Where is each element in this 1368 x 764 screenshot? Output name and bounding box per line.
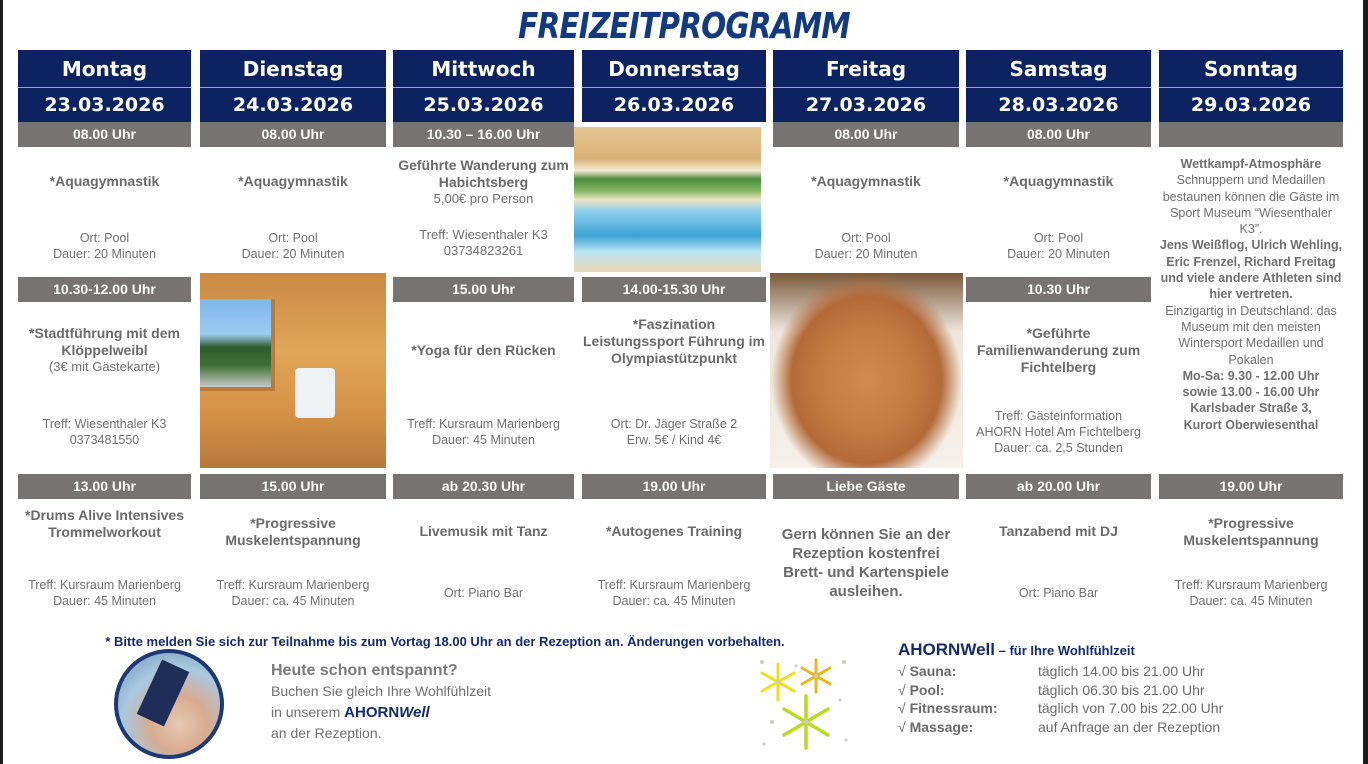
wellness-row-pool: √ Pool: täglich 06.30 bis 21.00 Uhr bbox=[898, 681, 1205, 698]
day-column-samstag bbox=[966, 50, 1151, 600]
wellness-title: AHORNWell – für Ihre Wohlfühlzeit bbox=[898, 640, 1135, 659]
activity-subtitle: (3€ mit Gästekarte) bbox=[48, 359, 161, 374]
time-bar: 08.00 Uhr bbox=[966, 122, 1151, 147]
day-name: Donnerstag bbox=[582, 50, 766, 88]
day-name: Freitag bbox=[773, 50, 959, 88]
museum-info bbox=[1159, 156, 1343, 433]
activity-cell bbox=[200, 173, 386, 190]
activity-title: *Aquagymnastik bbox=[238, 173, 348, 189]
day-column-donnerstag bbox=[582, 50, 766, 608]
sauna-photo bbox=[200, 273, 386, 468]
day-name: Montag bbox=[18, 50, 191, 88]
activity-cell bbox=[966, 325, 1151, 376]
promo-line-3: an der Rezeption. bbox=[271, 725, 382, 741]
activity-meta: Treff: Kursraum Marienberg Dauer: 45 Minuten bbox=[28, 578, 181, 608]
day-date: 24.03.2026 bbox=[200, 88, 386, 122]
day-column-mittwoch bbox=[393, 50, 574, 600]
activity-cell bbox=[18, 507, 191, 541]
time-bar: 08.00 Uhr bbox=[200, 122, 386, 147]
page-title: FREIZEITPROGRAMM bbox=[518, 6, 850, 47]
day-column-dienstag bbox=[200, 50, 386, 608]
brand-name: AHORNWell bbox=[344, 704, 430, 721]
activity-subtitle: 5,00€ pro Person bbox=[433, 191, 534, 206]
activity-title: *Stadtführung mit dem Klöppelweibl bbox=[29, 325, 180, 358]
activity-cell bbox=[393, 342, 574, 359]
activity-cell bbox=[773, 173, 959, 190]
activity-title: *Aquagymnastik bbox=[1003, 173, 1114, 189]
activity-title: *Aquagymnastik bbox=[811, 173, 921, 189]
activity-cell bbox=[18, 173, 191, 190]
time-bar: 08.00 Uhr bbox=[18, 122, 191, 147]
time-bar: 15.00 Uhr bbox=[393, 277, 574, 302]
promo-block bbox=[271, 661, 491, 744]
museum-address-1: Karlsbader Straße 3, bbox=[1190, 401, 1312, 416]
museum-heading: Wettkampf-Atmosphäre bbox=[1180, 157, 1322, 171]
day-column-montag bbox=[18, 50, 191, 608]
day-date: 25.03.2026 bbox=[393, 88, 574, 122]
registration-footnote: * Bitte melden Sie sich zur Teilnahme bis zum Vortag 18.00 Uhr an der Rezeption an. Änderungen vorbehalten. bbox=[105, 634, 785, 649]
wellness-table bbox=[898, 662, 1223, 736]
frame-border-left bbox=[0, 0, 3, 764]
activity-title: Livemusik mit Tanz bbox=[419, 523, 548, 539]
check-icon: √ bbox=[898, 700, 906, 716]
activity-cell bbox=[582, 523, 766, 540]
activity-title: Tanzabend mit DJ bbox=[999, 523, 1118, 539]
activity-cell bbox=[773, 525, 959, 601]
activity-title: *Aquagymnastik bbox=[49, 173, 160, 189]
time-bar bbox=[1159, 122, 1343, 147]
activity-title: *Autogenes Training bbox=[605, 523, 743, 539]
therapist-arm bbox=[137, 659, 190, 726]
wellness-row-sauna: √ Sauna: täglich 14.00 bis 21.00 Uhr bbox=[898, 663, 1205, 679]
activity-meta: Treff: Kursraum Marienberg Dauer: ca. 45 Minuten bbox=[216, 578, 370, 608]
day-name: Samstag bbox=[966, 50, 1151, 88]
activity-title: *Yoga für den Rücken bbox=[411, 342, 556, 358]
check-icon: √ bbox=[898, 663, 906, 679]
activity-meta: Ort: Piano Bar bbox=[443, 586, 524, 600]
day-date: 27.03.2026 bbox=[773, 88, 959, 122]
activity-meta: Ort: Pool Dauer: 20 Minuten bbox=[814, 231, 918, 261]
frame-border-right bbox=[1363, 0, 1368, 764]
activity-meta: Treff: Wiesenthaler K3 0373481550 bbox=[42, 417, 167, 447]
museum-unique: Einzigartig in Deutschland: das Museum mit den meisten Wintersport Medaillen und Pokalen bbox=[1165, 303, 1337, 367]
day-date: 29.03.2026 bbox=[1159, 88, 1343, 122]
wellness-hours bbox=[898, 640, 1223, 736]
time-bar: 08.00 Uhr bbox=[773, 122, 959, 147]
time-bar: 10.30 Uhr bbox=[966, 277, 1151, 302]
info-text: Gern können Sie an der Rezeption kostenfrei Brett- und Kartenspiele ausleihen. bbox=[781, 526, 951, 600]
activity-cell bbox=[393, 523, 574, 540]
day-date: 28.03.2026 bbox=[966, 88, 1151, 122]
pool-photo bbox=[574, 127, 761, 272]
day-date: 23.03.2026 bbox=[18, 88, 191, 122]
time-bar: 19.00 Uhr bbox=[1159, 474, 1343, 499]
time-bar: ab 20.30 Uhr bbox=[393, 474, 574, 499]
activity-cell bbox=[966, 173, 1151, 190]
activity-meta: Treff: Wiesenthaler K3 03734823261 bbox=[419, 227, 548, 258]
activity-meta: Treff: Kursraum Marienberg Dauer: ca. 45 Minuten bbox=[597, 578, 751, 608]
activity-title: *Drums Alive Intensives Trommelworkout bbox=[25, 507, 184, 540]
check-icon: √ bbox=[898, 718, 906, 735]
museum-hours-2: sowie 13.00 - 16.00 Uhr bbox=[1182, 385, 1320, 400]
activity-title: *Progressive Muskelentspannung bbox=[225, 515, 361, 548]
activity-meta: Treff: Gästeinformation AHORN Hotel Am Fichtelberg Dauer: ca. 2,5 Stunden bbox=[976, 409, 1141, 455]
day-column-freitag bbox=[773, 50, 959, 600]
museum-address-2: Kurort Oberwiesenthal bbox=[1183, 417, 1319, 432]
time-bar: Liebe Gäste bbox=[773, 474, 959, 499]
activity-cell bbox=[966, 523, 1151, 540]
massage-round-photo bbox=[114, 649, 224, 759]
activity-meta: Treff: Kursraum Marienberg Dauer: 45 Minuten bbox=[407, 417, 560, 447]
day-column-sonntag bbox=[1159, 50, 1343, 608]
sauna-towel bbox=[295, 368, 335, 418]
time-bar: 19.00 Uhr bbox=[582, 474, 766, 499]
wellness-row-massage: √ Massage: auf Anfrage an der Rezeption bbox=[898, 718, 1221, 735]
activity-cell bbox=[200, 515, 386, 549]
time-bar: 10.30-12.00 Uhr bbox=[18, 277, 191, 302]
day-date: 26.03.2026 bbox=[582, 88, 766, 122]
time-bar: ab 20.00 Uhr bbox=[966, 474, 1151, 499]
activity-meta: Treff: Kursraum Marienberg Dauer: ca. 45 Minuten bbox=[1174, 578, 1328, 608]
activity-meta: Ort: Piano Bar bbox=[1018, 586, 1099, 600]
museum-athletes: Jens Weißflog, Ulrich Wehling, Eric Frenzel, Richard Freitag und viele andere Athleten sind hier vertreten. bbox=[1159, 238, 1343, 302]
time-bar: 13.00 Uhr bbox=[18, 474, 191, 499]
time-bar: 10.30 – 16.00 Uhr bbox=[393, 122, 574, 147]
activity-cell bbox=[18, 325, 191, 375]
day-name: Mittwoch bbox=[393, 50, 574, 88]
activity-title: *Progressive Muskelentspannung bbox=[1183, 515, 1319, 548]
promo-line-1: Buchen Sie gleich Ihre Wohlfühlzeit bbox=[271, 683, 491, 699]
day-name: Sonntag bbox=[1159, 50, 1343, 88]
activity-meta: Ort: Pool Dauer: 20 Minuten bbox=[1007, 231, 1110, 261]
promo-heading: Heute schon entspannt? bbox=[271, 662, 458, 679]
activity-title: *Faszination Leistungssport Führung im Olympiastützpunkt bbox=[583, 316, 765, 366]
activity-meta: Ort: Dr. Jäger Straße 2 Erw. 5€ / Kind 4€ bbox=[610, 417, 738, 447]
massage-photo bbox=[770, 273, 963, 468]
activity-cell bbox=[393, 157, 574, 207]
snowflake-cluster-icon bbox=[748, 652, 852, 752]
wellness-row-fitnessraum: √ Fitnessraum: täglich von 7.00 bis 22.00 Uhr bbox=[898, 700, 1224, 716]
activity-title: Geführte Wanderung zum Habichtsberg bbox=[398, 157, 569, 190]
activity-cell bbox=[582, 316, 766, 367]
museum-intro: Schnuppern und Medaillen bestaunen können die Gäste im Sport Museum “Wiesenthaler K3”. bbox=[1162, 173, 1340, 237]
time-bar: 14.00-15.30 Uhr bbox=[582, 277, 766, 302]
time-bar: 15.00 Uhr bbox=[200, 474, 386, 499]
sauna-window bbox=[200, 299, 275, 391]
activity-meta: Ort: Pool Dauer: 20 Minuten bbox=[241, 231, 345, 261]
promo-line-2: in unserem AHORNWell bbox=[271, 704, 430, 721]
check-icon: √ bbox=[898, 681, 906, 698]
museum-hours-1: Mo-Sa: 9.30 - 12.00 Uhr bbox=[1182, 368, 1320, 383]
activity-meta: Ort: Pool Dauer: 20 Minuten bbox=[53, 231, 156, 261]
activity-title: *Geführte Familienwanderung zum Fichtelberg bbox=[976, 325, 1141, 375]
day-name: Dienstag bbox=[200, 50, 386, 88]
activity-cell bbox=[1159, 515, 1343, 549]
